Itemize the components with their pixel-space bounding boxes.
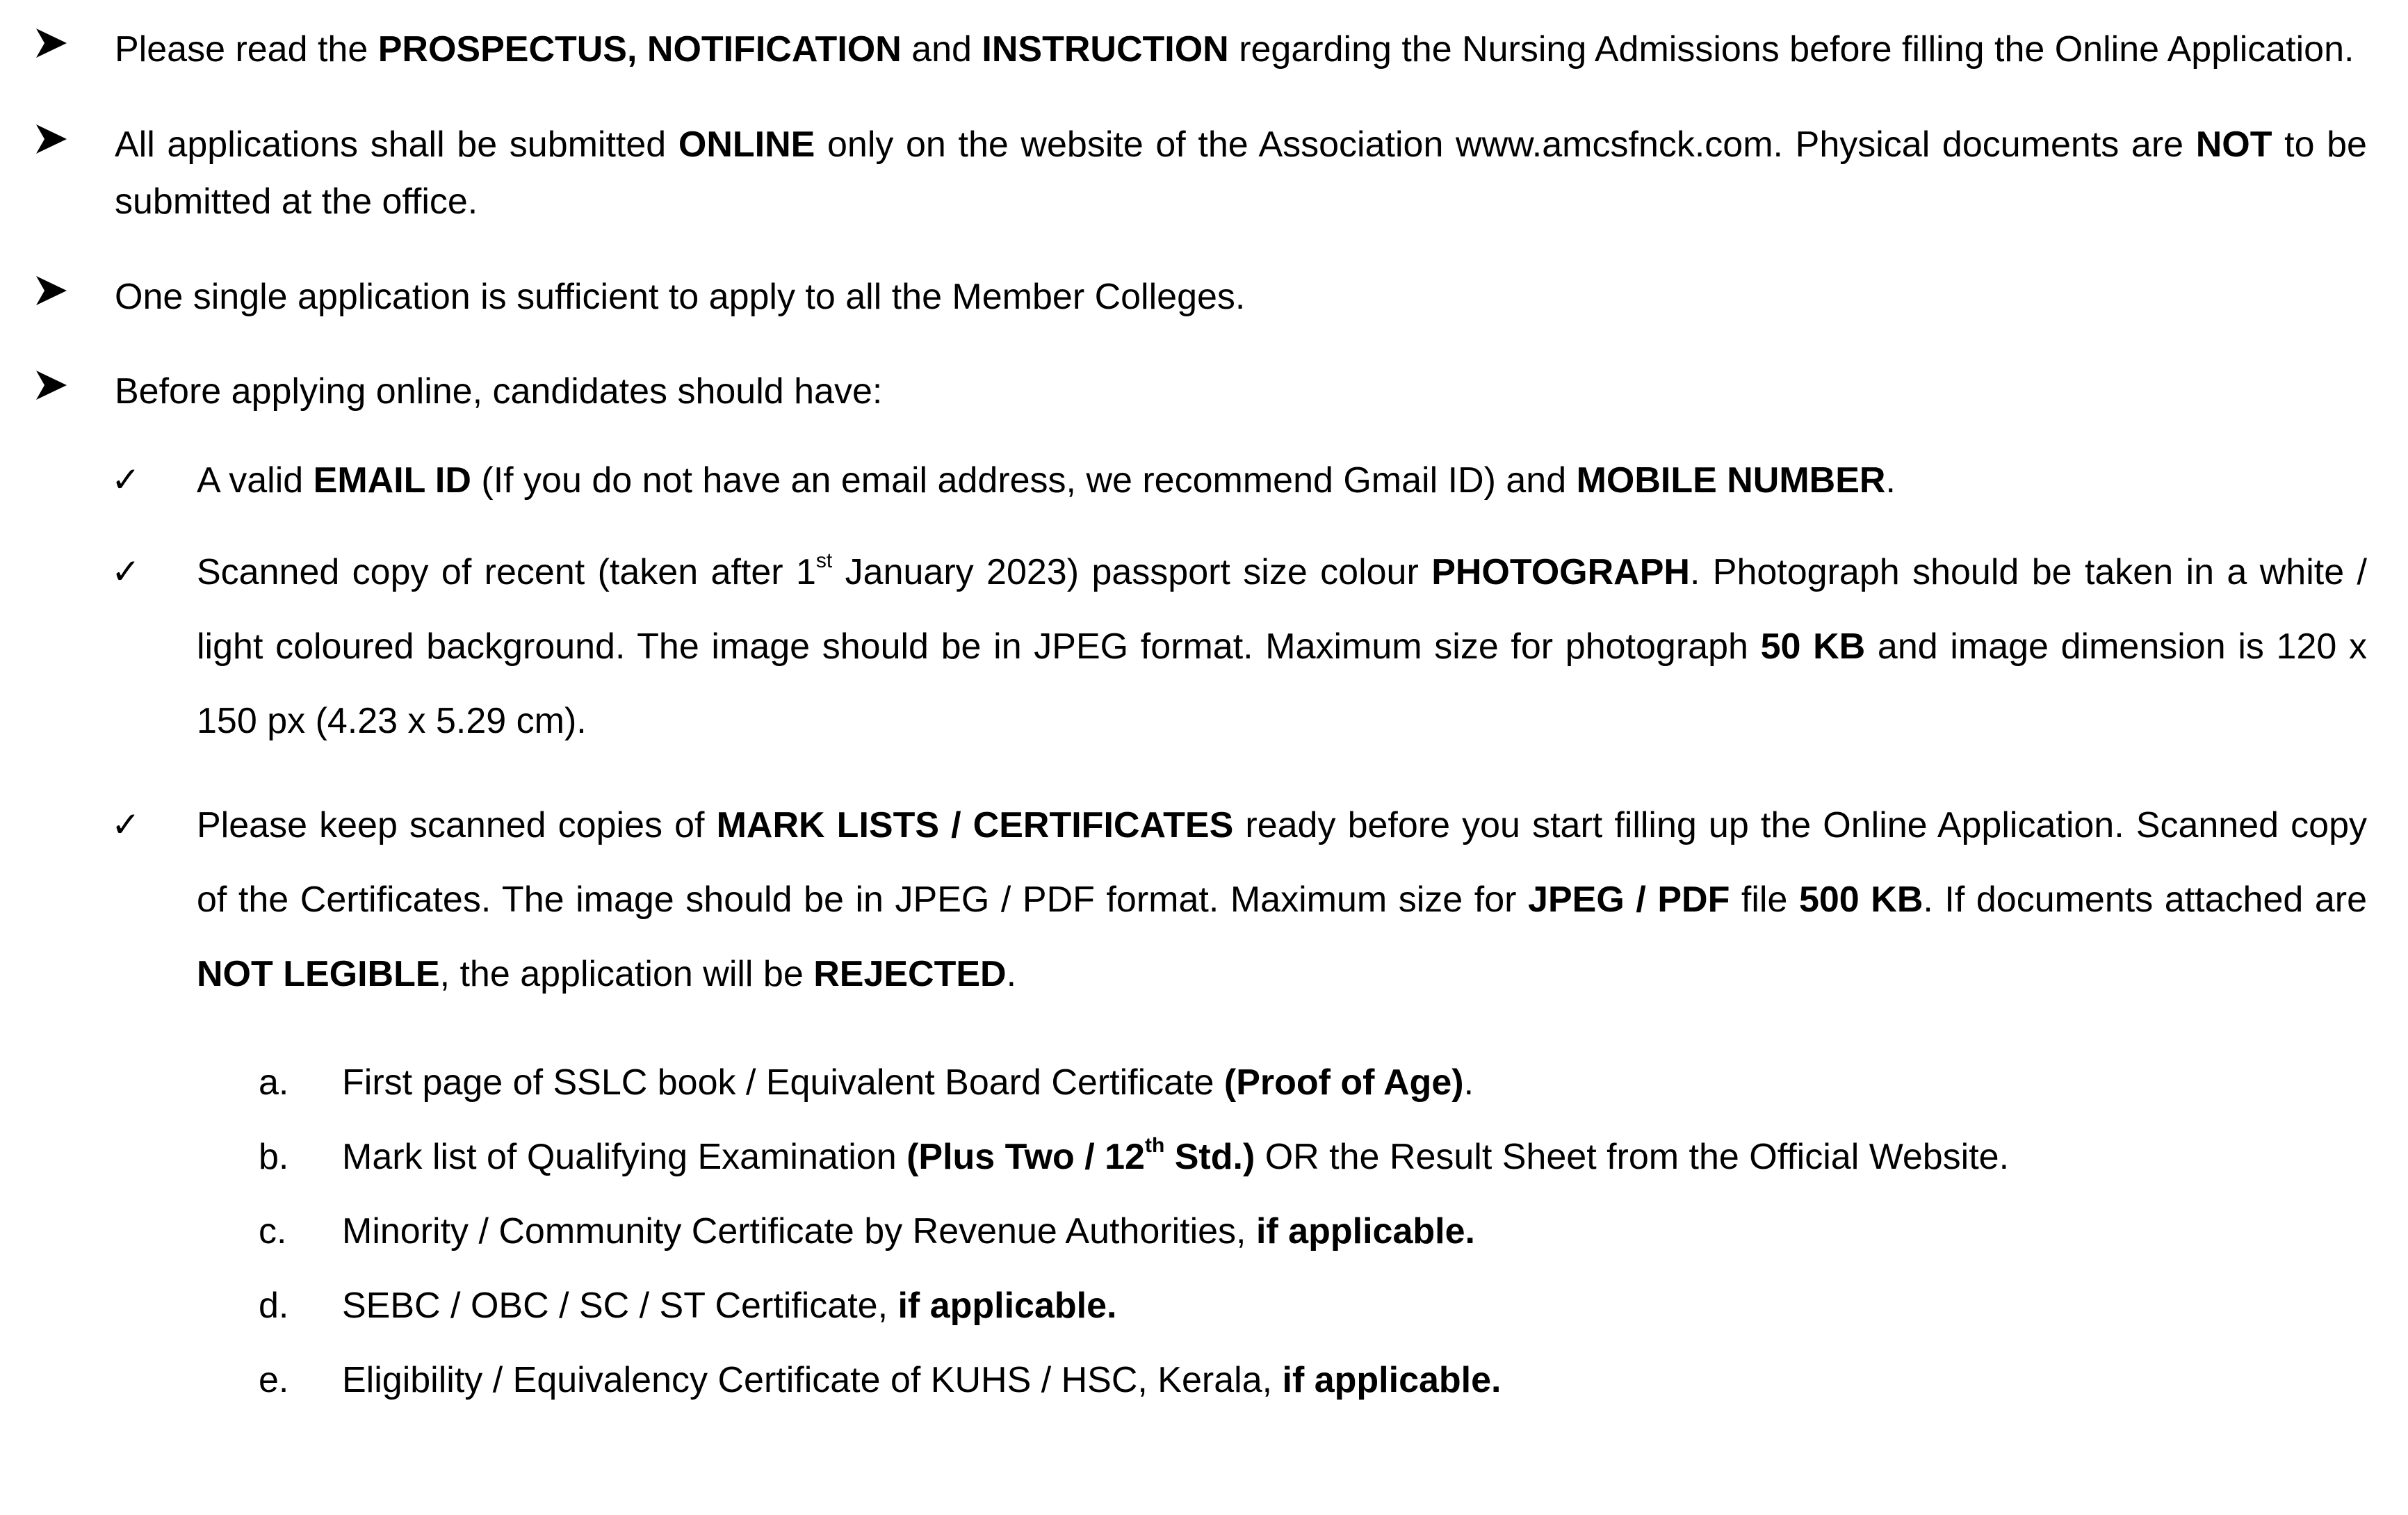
document-list-item xyxy=(0,1055,2408,1110)
instruction-text: Before applying online, candidates should have: xyxy=(115,371,883,412)
list-letter: a. xyxy=(259,1062,289,1103)
arrowhead-bullet-icon xyxy=(35,122,70,156)
document-text: SEBC / OBC / SC / ST Certificate, if applicable. xyxy=(342,1286,1117,1326)
arrowhead-bullet-icon xyxy=(35,26,70,60)
list-letter: c. xyxy=(259,1211,287,1251)
arrowhead-bullet-icon xyxy=(35,368,70,403)
instruction-text: All applications shall be submitted ONLINE only on the website of the Association www.amcsfnck.com. Physical documents are NOT to be submitted at the office. xyxy=(115,124,2367,222)
instruction-text: Please read the PROSPECTUS, NOTIFICATION and INSTRUCTION regarding the Nursing Admissions before filling the Online Application. xyxy=(115,29,2354,70)
requirement-text: Scanned copy of recent (taken after 1st January 2023) passport size colour PHOTOGRAPH. Photograph should be taken in a white / light coloured background. The image should be in JPEG format. Maximum size for photograph 50 KB and image dimension is 120 x 150 px (4.23 x 5.29 cm). xyxy=(197,549,2367,741)
document-text: Minority / Community Certificate by Revenue Authorities, if applicable. xyxy=(342,1211,1475,1251)
document-text: First page of SSLC book / Equivalent Board Certificate (Proof of Age). xyxy=(342,1062,1474,1103)
requirement-text: A valid EMAIL ID (If you do not have an email address, we recommend Gmail ID) and MOBILE NUMBER. xyxy=(197,460,1896,501)
document-list-item xyxy=(0,1278,2408,1334)
document-text: Mark list of Qualifying Examination (Plus Two / 12th Std.) OR the Result Sheet from the Official Website. xyxy=(342,1133,2010,1177)
checkmark-icon: ✓ xyxy=(111,804,140,845)
list-letter: b. xyxy=(259,1137,289,1177)
document-list-item xyxy=(0,1129,2408,1185)
instruction-text: One single application is sufficient to apply to all the Member Colleges. xyxy=(115,277,1246,317)
list-letter: e. xyxy=(259,1360,289,1400)
document-list-item xyxy=(0,1352,2408,1408)
list-letter: d. xyxy=(259,1286,289,1326)
arrowhead-bullet-icon xyxy=(35,273,70,308)
checkmark-icon: ✓ xyxy=(111,551,140,592)
document-list-item xyxy=(0,1204,2408,1259)
document-text: Eligibility / Equivalency Certificate of KUHS / HSC, Kerala, if applicable. xyxy=(342,1360,1502,1400)
requirement-text: Please keep scanned copies of MARK LISTS / CERTIFICATES ready before you start filling up the Online Application. Scanned copy of the Certificates. The image should be in JPEG / PDF format. Maximum size for JPEG / PDF file 500 KB. If documents attached are NOT LEGIBLE, the application will be REJECTED. xyxy=(197,805,2368,994)
checkmark-icon: ✓ xyxy=(111,460,140,500)
